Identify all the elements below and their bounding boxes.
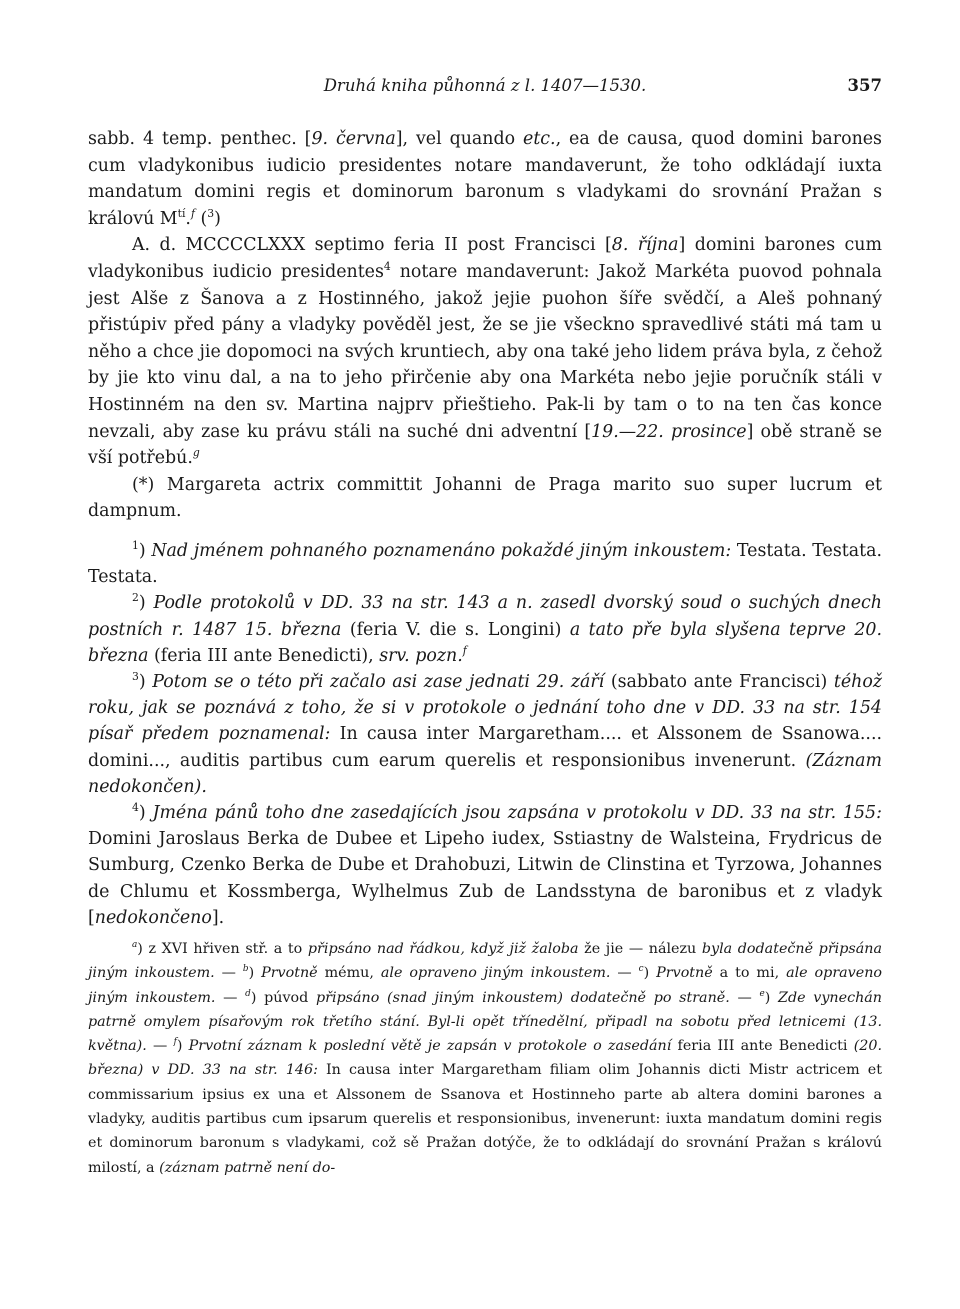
italic-run: Jména pánů toho dne zasedajících jsou zapsána v protokolu v DD. 33 na str. 155: [152, 803, 882, 824]
italic-run: (záznam patrně není do- [159, 1159, 336, 1176]
text-run: Testata. Testata. Testata. [88, 541, 882, 588]
italic-run: etc. [523, 129, 556, 149]
italic-run: Prvotně [656, 965, 713, 982]
italic-run: ale opraveno jiným inkoustem. [380, 965, 611, 982]
text-run: ], vel quando [395, 129, 524, 149]
italic-run: a tato pře byla slyšena teprve 20. března [88, 619, 882, 666]
text-run: ) [214, 208, 221, 229]
italic-run: téhož roku, jak se poznává z toho, že si v protokole o jednání toho dne v DD. 33 na str. 154 písař předem poznamenal: [88, 672, 882, 745]
italic-run: připsáno nad řádkou, když již žaloba [307, 941, 579, 957]
note-marker: g [192, 446, 200, 460]
text-run: — [729, 989, 760, 1006]
italic-run: (Záznam nedokončen). [88, 750, 882, 797]
text-run: sabb. 4 temp. penthec. [ [88, 129, 312, 149]
text-run: (feria V. die s. Longini) [341, 619, 570, 640]
footnote-number: 2 [132, 591, 139, 605]
text-run: (sabbato ante Francisci) [604, 672, 834, 693]
text-run: a to mi, [712, 965, 787, 982]
text-run: — [610, 965, 639, 982]
text-run: že jie — nálezu [578, 941, 702, 957]
italic-run: Potom se o této při začalo asi zase jednati 29. září [152, 672, 605, 693]
footnote-number: 3 [132, 670, 139, 684]
italic-run: Prvotní záznam k poslední větě je zapsán v protokole o zasedání [188, 1038, 672, 1055]
footnotes [88, 538, 882, 931]
italic-run: (20. března) v DD. 33 na str. 146: [88, 1038, 883, 1079]
text-run: Domini Jaroslaus Berka de Dubee et Lipeho iudex, Sstiastny de Walsteina, Frydricus de Sumburg, Czenko Berka de Dube et Drahobuzi, Litwin de Clinstina et Tyrzowa, Johannes de Chlumu et Kossmberga, Wylhelmus Zub de Landsstyna de baronibus et z vladyk [ [88, 829, 882, 928]
text-run: notare mandaverunt: Jakož Markéta puovod pohnala jest Alše z Šanova a z Hostinného, jakož jejie puohon šíře svědčí, a Aleš pohnaný přistúpiv před pány a vladyky pověděl jest, že se jie všeckno spravedlivé státi má tam u něho a chce jie dopomoci na svých kruntiech, aby ona také jeho lidem práva byla, z čehož by jie kto vinu dal, a na to jeho přirčenie aby ona Markéta nebo jejie poručník stáli v Hostinném na den sv. Martina najprv přieštieho. Pak-li by tam o to na ten čas konce nevzali, aby zase ku právu stáli na suché dni adventní [ [88, 261, 882, 442]
footnote-1: $^1$) Nad jménem pohnaného poznamenáno pokaždé jiným inkoustem: Testata. Testata. Testata. [88, 539, 882, 588]
note-marker: d [245, 988, 251, 999]
text-run: ] domini barones cum vladykonibus iudicio presidentes [88, 235, 882, 282]
text-run: — [215, 989, 246, 1006]
italic-run: Podle protokolů v DD. 33 na str. 143 a n. zasedl dvorský soud o suchých dnech postních r. 1487 15. března [88, 593, 882, 640]
italic-run: srv. pozn. [379, 645, 463, 666]
italic-run: připsáno (snad jiným inkoustem) dodatečně po straně. [315, 989, 730, 1006]
footnote-number: 1 [132, 539, 139, 553]
text-run: A. d. MCCCCLXXX septimo feria II post Francisci [ [132, 235, 612, 256]
textual-notes-paragraph: $^a$) z XVI hřiven stř. a to připsáno nad řádkou, když již žaloba že jie — nálezu byla dodatečně připsána jiným inkoustem. — $^b$) Prvotně mému, ale opraveno jiným inkoustem. — $^c$) Prvotně a to mi, ale opraveno jiným inkoustem. — $^d$) púvod připsáno (snad jiným inkoustem) dodatečně po straně. — $^e$) Zde vynechán patrně omylem písařovým rok třetího stání. Byl-li opět třínedělní, připadl na sobotu před letnicemi (13. května). — $^f$) Prvotní záznam k poslední větě je zapsán v protokole o zasedání feria III ante Benedicti (20. března) v DD. 33 na str. 146: In causa inter Margaretham filiam olim Johannis dicti Mistr actricem et commissarium ipsius ex una et Alssonem de Ssanova et Hostinneho parte ab altera domini barones a vladyky, auditis partibus cum ipsarum querelis et responsionibus, invenerunt: iuxta mandatum domini regis et dominorum baronum s vladykami, což sě Pražan dotýče, že to odkládají do srovnání Pražan s královú milostí, a (záznam patrně není do- [88, 940, 883, 1176]
italic-date: 9. června [311, 129, 396, 149]
text-run: In causa inter Margaretham.... et Alssonem de Ssanowa.... domini..., auditis partibus cum earum querelis et responsionibus invenerunt. [88, 724, 882, 771]
text-run: (feria III ante Benedicti), [148, 645, 380, 666]
footnote-3: $^3$) Potom se o této při začalo asi zase jednati 29. září (sabbato ante Francisci) téhož roku, jak se poznává z toho, že si v protokole o jednání toho dne v DD. 33 na str. 154 písař předem poznamenal: In causa inter Margaretham.... et Alssonem de Ssanowa.... domini..., auditis partibus cum earum querelis et responsionibus invenerunt. (Záznam nedokončen). [88, 670, 882, 797]
superscript-abbrev: tí [177, 206, 186, 220]
footnote-number: 4 [132, 801, 139, 815]
note-marker: f [173, 1037, 177, 1048]
italic-date: 8. října [611, 235, 679, 256]
note-marker: e [759, 988, 765, 999]
footnote-2: $^2$) Podle protokolů v DD. 33 na str. 143 a n. zasedl dvorský soud o suchých dnech postních r. 1487 15. března (feria V. die s. Longini) a tato pře byla slyšena teprve 20. března (feria III ante Benedicti), srv. pozn.$^f$ [88, 591, 882, 666]
italic-run: Nad jménem pohnaného poznamenáno pokaždé jiným inkoustem: [151, 541, 732, 561]
running-title: Druhá kniha půhonná z l. 1407—1530. [323, 76, 647, 95]
text-run: ) z XVI hřiven stř. a to [137, 941, 308, 957]
italic-run: Prvotně [261, 965, 318, 982]
text-run: feria III ante Benedicti [671, 1038, 854, 1055]
italic-run: ale opraveno jiným inkoustem. [88, 965, 883, 1006]
footnote-4: $^4$) Jména pánů toho dne zasedajících jsou zapsána v protokolu v DD. 33 na str. 155: Domini Jaroslaus Berka de Dubee et Lipeho iudex, Sstiastny de Walsteina, Frydricus de Sumburg, Czenko Berka de Dube et Drahobuzi, Litwin de Clinstina et Tyrzowa, Johannes de Chlumu et Kossmberga, Wylhelmus Zub de Landsstyna de baronibus et z vladyk [nedokončeno]. [88, 801, 882, 928]
note-marker: a [132, 940, 138, 951]
italic-run: byla dodatečně připsána jiným inkoustem. [88, 941, 882, 982]
paragraph-2 [88, 232, 882, 471]
note-marker: c [638, 964, 644, 975]
text-run: ( [194, 208, 208, 229]
text-run: — [146, 1038, 174, 1055]
page-header [88, 76, 882, 98]
footnote-marker: 3 [207, 206, 215, 220]
italic-date: 19.—22. prosince [591, 421, 747, 442]
note-marker: f [190, 206, 195, 220]
italic-run: nedokončeno [94, 907, 212, 928]
text-run: In causa inter Margaretham filiam olim Johannis dicti Mistr actricem et commissarium ipsius ex una et Alssonem de Ssanova et Hostinneho parte ab altera domini barones a vladyky, auditis partibus cum ipsarum querelis et responsionibus, invenerunt: iuxta mandatum domini regis et dominorum baronum s vladykami, což sě Pražan dotýče, že to odkládají do srovnání Pražan s královú milostí, a [88, 1062, 882, 1176]
paragraph-3: (*) Margareta actrix committit Johanni de Praga marito suo super lucrum et dampnum. [88, 474, 882, 522]
text-run: , ea de causa, quod domini barones cum vladykonibus iudicio presidentes notare mandaverunt, že toho odkládají iuxta mandatum domini regis et dominorum baronum s vladykami do srovnání Pražan s královú M [88, 129, 882, 229]
text-run: ) púvod [250, 989, 316, 1006]
paragraph-1 [88, 126, 882, 232]
note-marker: b [242, 964, 249, 975]
text-run: ] obě straně se vší potřebú. [88, 421, 882, 469]
page-number: 357 [847, 76, 882, 95]
text-run: ]. [211, 907, 225, 928]
italic-run: Zde vynechán patrně omylem písařovým rok třetího stání. Byl-li opět třínedělní, připadl na sobotu před letnicemi (13. května). [88, 989, 883, 1055]
textual-notes [88, 937, 882, 1180]
text-run: . [185, 208, 191, 229]
note-marker: f [462, 644, 467, 658]
text-run: — [214, 965, 243, 982]
main-text [88, 126, 882, 525]
text-run: mému, [317, 965, 381, 982]
footnote-marker: 4 [383, 260, 391, 274]
